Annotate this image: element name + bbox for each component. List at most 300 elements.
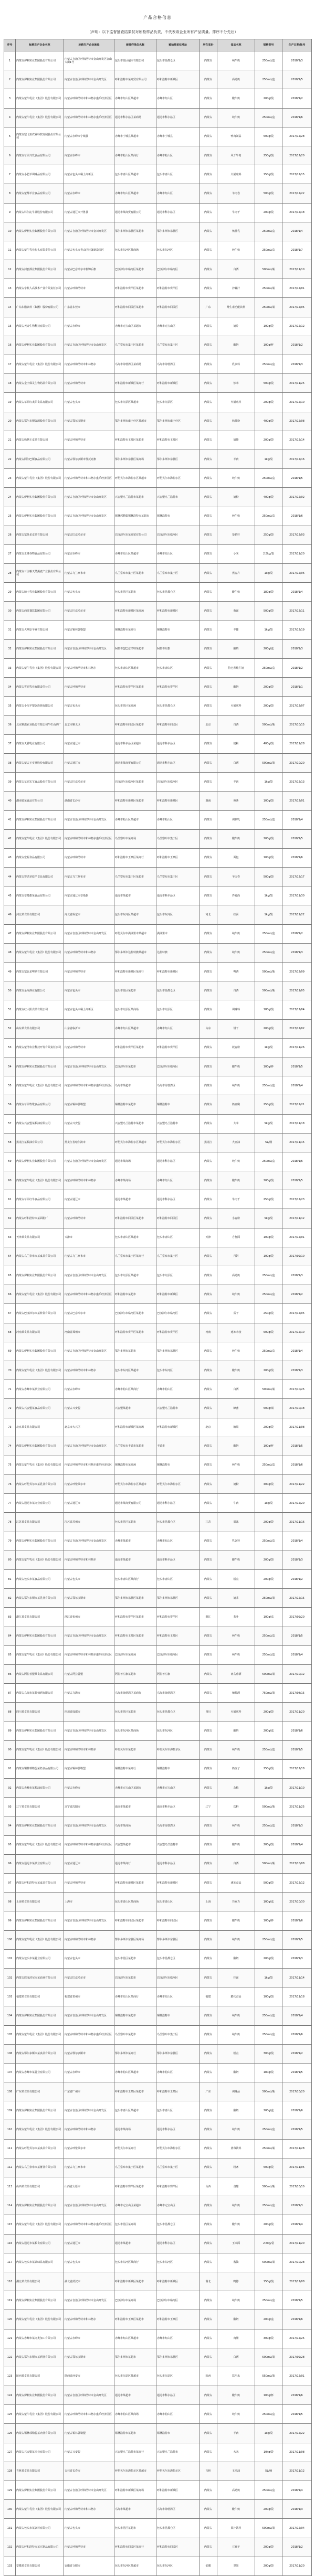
manufacturer-address-cell: 内蒙古自治区呼和浩特市金山开发区	[64, 810, 114, 829]
production-date-cell: 2017/12/18	[282, 1759, 312, 1778]
manufacturer-address-cell: 内蒙古呼和浩特市和林格尔	[64, 1930, 114, 1949]
sampled-unit-address-cell: 鄂尔多斯市东胜区	[156, 2348, 200, 2367]
province-cell: 内蒙古	[200, 1038, 217, 1057]
manufacturer-name-cell: 广东某食品有限公司	[16, 2082, 64, 2101]
production-date-cell: 2017/11/25	[282, 1798, 312, 1816]
sampled-unit-address-cell: 乌兰察布市集宁区	[156, 2158, 200, 2177]
row-number-cell: 4	[4, 108, 16, 127]
spec-cell: 250mL/盒	[255, 507, 282, 526]
table-row	[4, 355, 312, 374]
manufacturer-name-cell: 内蒙古兴安盟某米业有限公司	[16, 2443, 64, 2462]
table-row	[4, 2405, 312, 2424]
sampled-unit-address-cell: 巴彦淖尔市临河区	[156, 1968, 200, 1987]
table-row	[4, 1019, 312, 1038]
manufacturer-name-cell: 内蒙古包头市某饮料有限公司	[16, 2519, 64, 2538]
table-row	[4, 2329, 312, 2348]
spec-cell: 500mL/瓶	[255, 1380, 282, 1399]
manufacturer-address-cell: 内蒙古包头市	[64, 583, 114, 602]
table-row	[4, 715, 312, 734]
sampled-unit-cell: 包头市九原区某超市	[114, 2367, 156, 2386]
table-row	[4, 1968, 312, 1987]
table-row	[4, 51, 312, 70]
row-number-cell: 66	[4, 1285, 16, 1304]
sampled-unit-address-cell: 锡林浩特市	[156, 1759, 200, 1778]
table-row	[4, 165, 312, 184]
province-cell: 北京	[200, 1418, 217, 1437]
sampled-unit-address-cell: 呼和浩特市玉泉区	[156, 848, 200, 867]
sampled-unit-cell: 通辽市某超市	[114, 1551, 156, 1569]
production-date-cell: 2017/12/01	[282, 1228, 312, 1247]
row-number-cell: 42	[4, 829, 16, 848]
food-name-cell: 奶茶粉	[217, 412, 255, 431]
manufacturer-name-cell: 内蒙古金宇保灵生物药品有限公司	[16, 374, 64, 393]
table-row	[4, 2557, 312, 2575]
sampled-unit-address-cell: 呼和浩特市新城区	[156, 374, 200, 393]
manufacturer-name-cell: 内蒙古兴安盟某食品有限公司	[16, 1399, 64, 1418]
spec-cell: 100g/袋	[255, 1987, 282, 2006]
manufacturer-address-cell: 吉林省长春市	[64, 2462, 114, 2481]
province-cell: 内蒙古	[200, 2063, 217, 2082]
sampled-unit-address-cell: 包头市九原区	[156, 1000, 200, 1019]
sampled-unit-cell: 乌海市某超市	[114, 2500, 156, 2519]
sampled-unit-cell: 包头市青山区某超市	[114, 659, 156, 678]
sampled-unit-cell: 赤峰市松山区某超市	[114, 2063, 156, 2082]
manufacturer-name-cell: 内蒙古伊利实业集团股份有限公司	[16, 1266, 64, 1285]
spec-cell: 500mL/瓶	[255, 1854, 282, 1873]
food-name-cell: 纯牛奶	[217, 2405, 255, 2424]
manufacturer-name-cell: 内蒙古蒙牛乳业（集团）股份有限公司	[16, 1930, 64, 1949]
row-number-cell: 113	[4, 2177, 16, 2196]
manufacturer-address-cell: 内蒙古锡林郭勒盟	[64, 2424, 114, 2443]
province-cell: 内蒙古	[200, 488, 217, 507]
food-name-cell: 纯牛奶	[217, 1740, 255, 1759]
production-date-cell: 2017/12/12	[282, 1874, 312, 1893]
production-date-cell: 2017/12/04	[282, 2519, 312, 2538]
production-date-cell: 2018/1/4	[282, 1835, 312, 1854]
spec-cell: 250mL/盒	[255, 2405, 282, 2424]
row-number-cell: 52	[4, 1019, 16, 1038]
table-row	[4, 184, 312, 203]
production-date-cell: 2017/10/18	[282, 1399, 312, 1418]
food-name-cell: 糕点	[217, 1570, 255, 1589]
spec-cell: 500mL/瓶	[255, 1664, 282, 1683]
document-subtitle: （声明：以下监督抽查结果仅对所检样品负责，不代表该企业所有产品质量。排序不分先后）	[87, 30, 238, 34]
row-number-cell: 32	[4, 639, 16, 658]
province-cell: 内蒙古	[200, 89, 217, 108]
row-number-cell: 76	[4, 1475, 16, 1494]
row-number-cell: 28	[4, 564, 16, 583]
table-row	[4, 127, 312, 146]
spec-cell: 500mL/瓶	[255, 260, 282, 279]
production-date-cell: 2018/1/7	[282, 241, 312, 260]
sampled-unit-cell: 赤峰市元宝山区某超市	[114, 1779, 156, 1798]
manufacturer-name-cell: 内蒙古伊利实业集团股份有限公司	[16, 924, 64, 943]
sampled-unit-address-cell: 兴安盟乌兰浩特市	[156, 1399, 200, 1418]
province-cell: 湖北	[200, 2272, 217, 2291]
manufacturer-address-cell: 内蒙古包头市	[64, 393, 114, 412]
table-row	[4, 1475, 312, 1494]
sampled-unit-cell: 包头市昆区某超市	[114, 583, 156, 602]
province-cell: 内蒙古	[200, 2291, 217, 2310]
manufacturer-name-cell: 内蒙古伊利实业集团股份有限公司	[16, 2101, 64, 2120]
row-number-cell: 89	[4, 1722, 16, 1740]
row-number-cell: 81	[4, 1570, 16, 1589]
sampled-unit-cell: 通辽市科尔沁区某超市	[114, 734, 156, 753]
sampled-unit-address-cell: 鄂尔多斯市东胜区	[156, 2044, 200, 2063]
sampled-unit-cell: 包头市昆区某超市	[114, 1949, 156, 1968]
province-cell: 内蒙古	[200, 2519, 217, 2538]
province-cell: 内蒙古	[200, 1152, 217, 1171]
production-date-cell: 2018/1/3	[282, 51, 312, 70]
manufacturer-name-cell: 内蒙古蒙牛乳业（集团）股份有限公司	[16, 2310, 64, 2329]
sampled-unit-cell: 鄂尔多斯市东胜区某商场	[114, 450, 156, 468]
province-cell: 河南	[200, 1323, 217, 1342]
manufacturer-name-cell: 内蒙古河套酒业集团股份有限公司	[16, 260, 64, 279]
row-number-cell: 101	[4, 1949, 16, 1968]
manufacturer-address-cell: 内蒙古呼和浩特市和林格尔盛乐经济园区	[64, 2215, 114, 2234]
spec-cell: 100g/袋	[255, 792, 282, 810]
sampled-unit-address-cell: 巴彦淖尔市临河区	[156, 1057, 200, 1076]
spec-cell: 400g/袋	[255, 734, 282, 753]
production-date-cell: 2017/12/15	[282, 165, 312, 184]
food-name-cell: 纯牛奶	[217, 943, 255, 962]
food-name-cell: 肉肠	[217, 2329, 255, 2348]
manufacturer-name-cell: 内蒙古包头市某食品有限公司	[16, 1570, 64, 1589]
manufacturer-address-cell: 内蒙古呼和浩特市和林格尔盛乐经济园区	[64, 1645, 114, 1664]
row-number-cell: 99	[4, 1911, 16, 1930]
manufacturer-address-cell: 内蒙古鄂尔多斯市	[64, 2348, 114, 2367]
sampled-unit-address-cell: 锡林浩特市	[156, 621, 200, 639]
manufacturer-address-cell: 内蒙古赤峰市	[64, 317, 114, 336]
food-name-cell: 葡萄酒	[217, 1684, 255, 1703]
production-date-cell: 2018/1/6	[282, 2386, 312, 2405]
row-number-cell: 2	[4, 70, 16, 89]
province-cell: 内蒙古	[200, 146, 217, 165]
spec-cell: 100g/盒	[255, 1893, 282, 1911]
food-name-cell: 纯牛奶	[217, 1076, 255, 1095]
province-cell: 内蒙古	[200, 1399, 217, 1418]
row-number-cell: 112	[4, 2158, 16, 2177]
manufacturer-name-cell: 内蒙古呼伦贝尔市某食品有限公司	[16, 2139, 64, 2158]
manufacturer-address-cell: 内蒙古巴彦淖尔市	[64, 1304, 114, 1323]
production-date-cell: 2017/11/30	[282, 886, 312, 905]
province-cell: 内蒙古	[200, 317, 217, 336]
food-name-cell: 酸奶	[217, 1437, 255, 1456]
food-name-cell: 莜麦粉	[217, 1038, 255, 1057]
province-cell: 内蒙古	[200, 1171, 217, 1190]
food-name-cell: 挂面	[217, 1968, 255, 1987]
sampled-unit-address-cell: 乌兰察布市集宁区	[156, 829, 200, 848]
table-row	[4, 1133, 312, 1152]
sampled-unit-address-cell: 包头市昆都仑区	[156, 1703, 200, 1722]
row-number-cell: 117	[4, 2253, 16, 2272]
food-name-cell: 奶粉	[217, 488, 255, 507]
food-name-cell: 酸牛奶	[217, 829, 255, 848]
food-name-cell: 饮用水	[217, 2367, 255, 2386]
table-row	[4, 564, 312, 583]
table-row	[4, 222, 312, 241]
sampled-unit-cell: 呼和浩特市玉泉区某商行	[114, 848, 156, 867]
production-date-cell: 2017/12/18	[282, 203, 312, 222]
table-row	[4, 1570, 312, 1589]
row-number-cell: 23	[4, 469, 16, 488]
production-date-cell: 2017/11/22	[282, 905, 312, 924]
food-name-cell: 玉米油	[217, 2462, 255, 2481]
manufacturer-address-cell: 内蒙古自治区呼和浩特市金山开发区	[64, 1057, 114, 1076]
production-date-cell: 2018/1/6	[282, 507, 312, 526]
province-cell: 内蒙古	[200, 773, 217, 792]
manufacturer-name-cell: 内蒙古伊利实业集团股份有限公司	[16, 1152, 64, 1171]
spec-cell: 100g/盒	[255, 1608, 282, 1627]
food-name-cell: 辣条	[217, 792, 255, 810]
sampled-unit-cell: 乌兰察布市集宁区某超市	[114, 336, 156, 355]
manufacturer-name-cell: 内蒙古伊利实业集团股份有限公司	[16, 2291, 64, 2310]
sampled-unit-cell: 赤峰市红山区某商行	[114, 1987, 156, 2006]
row-number-cell: 15	[4, 317, 16, 336]
spec-cell: 150g/袋	[255, 165, 282, 184]
manufacturer-address-cell: 内蒙古通辽市	[64, 1494, 114, 1513]
table-row	[4, 1000, 312, 1019]
sampled-unit-cell: 呼和浩特市玉泉区某超市	[114, 2082, 156, 2101]
manufacturer-address-cell: 内蒙古通辽市	[64, 2234, 114, 2253]
sampled-unit-cell: 包头市昆区某超市	[114, 1703, 156, 1722]
manufacturer-name-cell: 内蒙古宏福食品有限公司	[16, 848, 64, 867]
food-name-cell: 饼干	[217, 1019, 255, 1038]
province-cell: 内蒙古	[200, 1456, 217, 1474]
manufacturer-name-cell: 内蒙古通辽市某肉业有限公司	[16, 1494, 64, 1513]
manufacturer-name-cell: 内蒙古塞北星啤酒有限公司	[16, 963, 64, 981]
row-number-cell: 80	[4, 1551, 16, 1569]
province-cell: 内蒙古	[200, 1532, 217, 1551]
spec-cell: 200g/袋	[255, 1570, 282, 1589]
manufacturer-address-cell: 内蒙古自治区呼和浩特市金山开发区	[64, 488, 114, 507]
sampled-unit-cell: 呼和浩特市新城区某商场	[114, 602, 156, 621]
production-date-cell: 2018/1/6	[282, 2025, 312, 2044]
manufacturer-name-cell: 内蒙古伊利实业集团股份有限公司	[16, 810, 64, 829]
table-row	[4, 1835, 312, 1854]
spec-cell: 250mL/盒	[255, 1740, 282, 1759]
manufacturer-address-cell: 内蒙古呼和浩特市和林格尔盛乐经济园区	[64, 829, 114, 848]
province-cell: 内蒙古	[200, 1816, 217, 1835]
sampled-unit-cell: 赤峰市红山区某超市	[114, 89, 156, 108]
manufacturer-address-cell: 内蒙古呼伦贝尔市	[64, 2139, 114, 2158]
production-date-cell: 2018/1/5	[282, 829, 312, 848]
production-date-cell: 2018/1/5	[282, 1930, 312, 1949]
row-number-cell: 123	[4, 2367, 16, 2386]
table-row	[4, 1854, 312, 1873]
province-cell: 内蒙古	[200, 981, 217, 1000]
manufacturer-address-cell: 内蒙古呼和浩特市	[64, 2538, 114, 2557]
manufacturer-address-cell: 内蒙古赤峰市	[64, 2063, 114, 2082]
sampled-unit-cell: 乌海市海勃湾区某商行	[114, 1684, 156, 1703]
food-name-cell: 面包	[217, 848, 255, 867]
row-number-cell: 39	[4, 773, 16, 792]
food-name-cell: 白酒	[217, 753, 255, 772]
food-name-cell: 奶茶	[217, 1589, 255, 1608]
food-name-cell: 果冻	[217, 1513, 255, 1532]
row-number-cell: 84	[4, 1627, 16, 1645]
manufacturer-name-cell: 内蒙古蒙牛乳业（集团）股份有限公司	[16, 1285, 64, 1304]
food-name-cell: 大米	[217, 2443, 255, 2462]
row-number-cell: 67	[4, 1304, 16, 1323]
production-date-cell: 2018/1/4	[282, 1342, 312, 1361]
production-date-cell: 2017/12/12	[282, 317, 312, 336]
table-row	[4, 1399, 312, 1418]
manufacturer-name-cell: 内蒙古呼伦贝尔市某乳业有限公司	[16, 1475, 64, 1494]
production-date-cell: 2018/1/4	[282, 2481, 312, 2500]
manufacturer-address-cell: 内蒙古呼和浩特市和林格尔盛乐经济园区	[64, 1835, 114, 1854]
table-row	[4, 1608, 312, 1627]
manufacturer-address-cell: 内蒙古巴彦淖尔市	[64, 773, 114, 792]
sampled-unit-cell: 兴安盟某超市	[114, 1399, 156, 1418]
spec-cell: 250mL/盒	[255, 1456, 282, 1474]
province-cell: 内蒙古	[200, 469, 217, 488]
spec-cell: 250mL/盒	[255, 1627, 282, 1645]
sampled-unit-cell: 呼和浩特市赛罕区某超市	[114, 678, 156, 697]
spec-cell: 1kg/袋	[255, 1494, 282, 1513]
row-number-cell: 58	[4, 1133, 16, 1152]
spec-cell: 250mL/盒	[255, 1266, 282, 1285]
sampled-unit-address-cell: 包头市青山区	[156, 1228, 200, 1247]
production-date-cell: 2017/11/14	[282, 1968, 312, 1987]
production-date-cell: 2017/12/03	[282, 526, 312, 544]
production-date-cell: 2018/1/5	[282, 469, 312, 488]
sampled-unit-address-cell: 鄂尔多斯市东胜区	[156, 450, 200, 468]
manufacturer-name-cell: 内蒙古鄂尔多斯市某食品有限公司	[16, 2044, 64, 2063]
sampled-unit-cell: 赤峰市某商场	[114, 1171, 156, 1190]
row-number-cell: 118	[4, 2272, 16, 2291]
province-cell: 内蒙古	[200, 1000, 217, 1019]
table-row	[4, 2158, 312, 2177]
sampled-unit-address-cell: 呼和浩特市赛罕区	[156, 1323, 200, 1342]
table-row	[4, 1456, 312, 1474]
sampled-unit-address-cell: 通辽市科尔沁区	[156, 203, 200, 222]
sampled-unit-address-cell: 赤峰市松山区	[156, 2063, 200, 2082]
spec-cell: 100g/杯	[255, 1911, 282, 1930]
province-cell: 内蒙古	[200, 678, 217, 697]
province-cell: 内蒙古	[200, 1684, 217, 1703]
row-number-cell: 8	[4, 184, 16, 203]
province-cell: 内蒙古	[200, 2348, 217, 2367]
row-number-cell: 97	[4, 1874, 16, 1893]
sampled-unit-address-cell: 呼和浩特市赛罕区	[156, 1608, 200, 1627]
manufacturer-address-cell: 内蒙古鄂尔多斯市	[64, 412, 114, 431]
manufacturer-name-cell: 内蒙古奶酪王食品有限公司	[16, 431, 64, 450]
food-name-cell: 豆腐干	[217, 2538, 255, 2557]
manufacturer-address-cell: 内蒙古锡林郭勒盟	[64, 1095, 114, 1114]
province-cell: 内蒙古	[200, 2443, 217, 2462]
manufacturer-address-cell: 内蒙古包头市稀土高新区	[64, 1000, 114, 1019]
sampled-unit-cell: 呼伦贝尔市满洲里市某超市	[114, 924, 156, 943]
sampled-unit-address-cell: 赤峰市元宝山区	[156, 317, 200, 336]
manufacturer-address-cell: 内蒙古锡林郭勒盟	[64, 1759, 114, 1778]
spec-cell: 250mL/盒	[255, 51, 282, 70]
food-name-cell: 燕麦片	[217, 564, 255, 583]
sampled-unit-cell: 鄂尔多斯市康巴什区某超市	[114, 412, 156, 431]
production-date-cell: 2017/11/20	[282, 2234, 312, 2253]
production-date-cell: 2017/11/08	[282, 2443, 312, 2462]
manufacturer-name-cell: 上海某食品有限公司	[16, 1893, 64, 1911]
table-row	[4, 1437, 312, 1456]
production-date-cell: 2017/12/01	[282, 2367, 312, 2386]
table-row	[4, 108, 312, 127]
food-name-cell: 酸牛奶	[217, 1171, 255, 1190]
row-number-cell: 69	[4, 1342, 16, 1361]
spec-cell: 1kg/袋	[255, 564, 282, 583]
table-row	[4, 2424, 312, 2443]
sampled-unit-cell: 乌海市某超市	[114, 1076, 156, 1095]
row-number-cell: 47	[4, 924, 16, 943]
spec-cell: 200g/盒	[255, 2310, 282, 2329]
table-row	[4, 602, 312, 621]
row-number-cell: 41	[4, 810, 16, 829]
sampled-unit-address-cell: 兴安盟乌兰浩特市	[156, 1114, 200, 1133]
production-date-cell: 2017/08/15	[282, 1684, 312, 1703]
food-name-cell: 酸牛奶	[217, 89, 255, 108]
sampled-unit-cell: 呼和浩特市赛罕区某超市	[114, 2177, 156, 2196]
sampled-unit-address-cell: 赤峰市红山区	[156, 2329, 200, 2348]
manufacturer-address-cell: 内蒙古自治区呼和浩特市金山开发区	[64, 507, 114, 526]
table-row	[4, 639, 312, 658]
sampled-unit-cell: 包头市昆区某商场	[114, 697, 156, 715]
food-name-cell: 酸奶	[217, 678, 255, 697]
sampled-unit-address-cell: 包头市东河区	[156, 1361, 200, 1380]
sampled-unit-address-cell: 包头市昆都仑区	[156, 981, 200, 1000]
production-date-cell: 2017/11/22	[282, 1475, 312, 1494]
manufacturer-address-cell: 内蒙古赤峰市	[64, 2329, 114, 2348]
province-cell: 内蒙古	[200, 1589, 217, 1608]
sampled-unit-cell: 兴安盟乌兰浩特市某商行	[114, 2443, 156, 2462]
table-row	[4, 905, 312, 924]
production-date-cell: 2017/11/20	[282, 2557, 312, 2575]
manufacturer-address-cell: 上海市	[64, 1893, 114, 1911]
spec-cell: 200g/袋	[255, 1551, 282, 1569]
manufacturer-name-cell: 内蒙古伊利实业集团股份有限公司	[16, 70, 64, 89]
sampled-unit-cell: 呼和浩特市回民区某超市	[114, 1911, 156, 1930]
manufacturer-name-cell: 黑龙江某粮油有限公司	[16, 1133, 64, 1152]
manufacturer-name-cell: 内蒙古奈曼旗某食品有限公司	[16, 886, 64, 905]
manufacturer-address-cell: 内蒙古呼和浩特市	[64, 431, 114, 450]
row-number-cell: 33	[4, 659, 16, 678]
food-name-cell: 纯牛奶	[217, 2291, 255, 2310]
spec-cell: 200g/袋	[255, 1703, 282, 1722]
production-date-cell: 2018/1/4	[282, 222, 312, 241]
sampled-unit-address-cell: 赤峰市宁城县	[156, 127, 200, 146]
food-name-cell: 乳饮料	[217, 1532, 255, 1551]
row-number-cell: 12	[4, 260, 16, 279]
food-name-cell: 啤酒	[217, 963, 255, 981]
sampled-unit-cell: 呼和浩特市赛罕区某超市	[114, 1323, 156, 1342]
row-number-cell: 106	[4, 2044, 16, 2063]
manufacturer-address-cell: 北京市顺义区	[64, 715, 114, 734]
province-cell: 内蒙古	[200, 1740, 217, 1759]
province-cell: 内蒙古	[200, 2386, 217, 2405]
production-date-cell: 2017/12/10	[282, 1323, 312, 1342]
food-name-cell: 高钙奶	[217, 2481, 255, 2500]
production-date-cell: 2018/1/2	[282, 2044, 312, 2063]
spec-cell: 200g/袋	[255, 1418, 282, 1437]
document-title: 产品合格信息	[143, 15, 172, 20]
spec-cell: 1kg/袋	[255, 2424, 282, 2443]
spec-cell: 250g/袋	[255, 526, 282, 544]
spec-cell: 1kg/袋	[255, 450, 282, 468]
table-row	[4, 1418, 312, 1437]
sampled-unit-address-cell: 呼和浩特市玉泉区	[156, 2310, 200, 2329]
row-number-cell: 132	[4, 2538, 16, 2557]
sampled-unit-cell: 呼和浩特市某商贸有限公司	[114, 70, 156, 89]
food-name-cell: 鸭脖	[217, 2272, 255, 2291]
province-cell: 内蒙古	[200, 165, 217, 184]
